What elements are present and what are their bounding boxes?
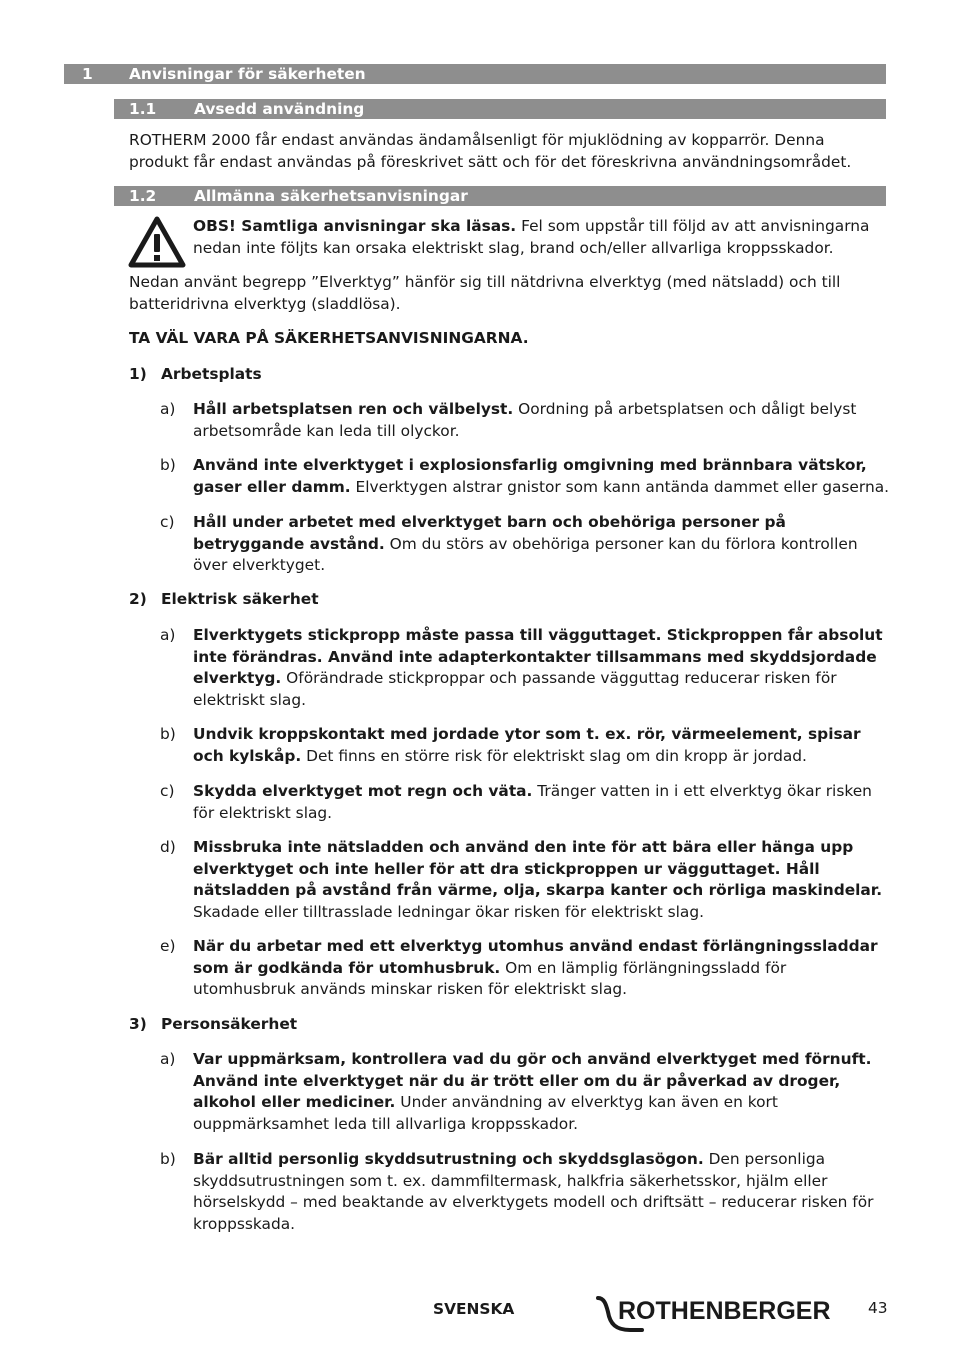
section-title: Allmänna säkerhetsanvisningar [194, 187, 468, 205]
list-item: c) Skydda elverktyget mot regn och väta. Tränger vatten in i ett elverktyg ökar risken för elektriskt slag. [160, 782, 872, 822]
list-item: b) Använd inte elverktyget i explosionsfarlig omgivning med brännbara vätskor, gaser eller damm. Elverktygen alstrar gnistor som kann antända dammet eller gaserna. [160, 456, 890, 496]
list-item: c) Håll under arbetet med elverktyget barn och obehöriga personer på betryggande avstånd. Om du störs av obehöriga personer kan du förlora kontrollen över elverktyget. [160, 513, 858, 574]
rothenberger-logo [596, 1290, 836, 1334]
group-heading-elektrisk-sakerhet: 2) Elektrisk säkerhet [129, 590, 319, 608]
footer-language: SVENSKA [433, 1300, 515, 1318]
list-item: a) Elverktygets stickpropp måste passa till vägguttaget. Stickproppen får absolut inte förändras. Använd inte adapterkontakter tillsammans med skyddsjordade elverktyg. Oförändrade stickproppar och passande vägguttag reducerar risken för elektriskt slag. [160, 626, 883, 709]
section-title: Anvisningar för säkerheten [129, 65, 366, 83]
svg-text:ROTHENBERGER: ROTHENBERGER [618, 1297, 831, 1325]
section-1-header [64, 64, 886, 84]
page-number: 43 [868, 1299, 888, 1317]
list-item: d) Missbruka inte nätsladden och använd den inte för att bära eller hänga upp elverktyget och inte heller för att dra stickproppen ur vägguttaget. Håll nätsladden på avstånd från värme, olja, skarpa kanter och rörliga maskindelar. Skadade eller tilltrasslade ledningar ökar risken för elektriskt slag. [160, 838, 883, 921]
group-heading-personsakerhet: 3) Personsäkerhet [129, 1015, 298, 1033]
group-heading-arbetsplats: 1) Arbetsplats [129, 365, 262, 383]
caution-heading: TA VÄL VARA PÅ SÄKERHETSANVISNINGARNA. [129, 329, 529, 347]
section-number: 1 [82, 65, 93, 83]
warning-text [193, 216, 888, 259]
list-item: b) Bär alltid personlig skyddsutrustning och skyddsglasögon. Den personliga skyddsutrustningen som t. ex. dammfiltermask, halkfria säkerhetsskor, hjälm eller hörselskydd – med beaktande av elverktygets modell och driftsätt – reducerar risken för kroppsskada. [160, 1150, 874, 1233]
section-number: 1.1 [129, 100, 157, 118]
list-item: a) Var uppmärksam, kontrollera vad du gör och använd elverktyget med förnuft. Använd inte elverktyget när du är trött eller om du är påverkad av droger, alkohol eller mediciner. Under användning av elverktyg kan även en kort ouppmärksamhet leda till allvarliga kroppsskador. [160, 1050, 872, 1133]
warning-triangle-icon [128, 216, 186, 268]
warning-body: Fel som uppstår till följd av att anvisningarna nedan inte följts kan orsaka elektriskt slag, brand och/eller allvarliga kroppsskador. [193, 217, 870, 257]
section-number: 1.2 [129, 187, 157, 205]
section-title: Avsedd användning [194, 100, 365, 118]
list-item: b) Undvik kroppskontakt med jordade ytor som t. ex. rör, värmeelement, spisar och kylskåp. Det finns en större risk för elektriskt slag om din kropp är jordad. [160, 725, 861, 765]
section-1-1-header [114, 99, 886, 119]
list-item: e) När du arbetar med ett elverktyg utomhus använd endast förlängningssladdar som är godkända för utomhusbruk. Om en lämplig förlängningssladd för utomhusbruk används minskar risken för elektriskt slag. [160, 937, 878, 998]
intro-paragraph: ROTHERM 2000 får endast användas ändamålsenligt för mjuklödning av kopparrör. Denna produkt får endast användas på föreskrivet sätt och för det föreskrivna användningsområdet. [129, 131, 852, 171]
list-item: a) Håll arbetsplatsen ren och välbelyst. Oordning på arbetsplatsen och dåligt belyst arbetsområde kan leda till olyckor. [160, 400, 857, 440]
definition-paragraph: Nedan använt begrepp ”Elverktyg” hänför sig till nätdrivna elverktyg (med nätsladd) och till batteridrivna elverktyg (sladdlösa). [129, 273, 841, 313]
warning-bold: OBS! Samtliga anvisningar ska läsas. [193, 217, 517, 235]
section-1-2-header [114, 186, 886, 206]
